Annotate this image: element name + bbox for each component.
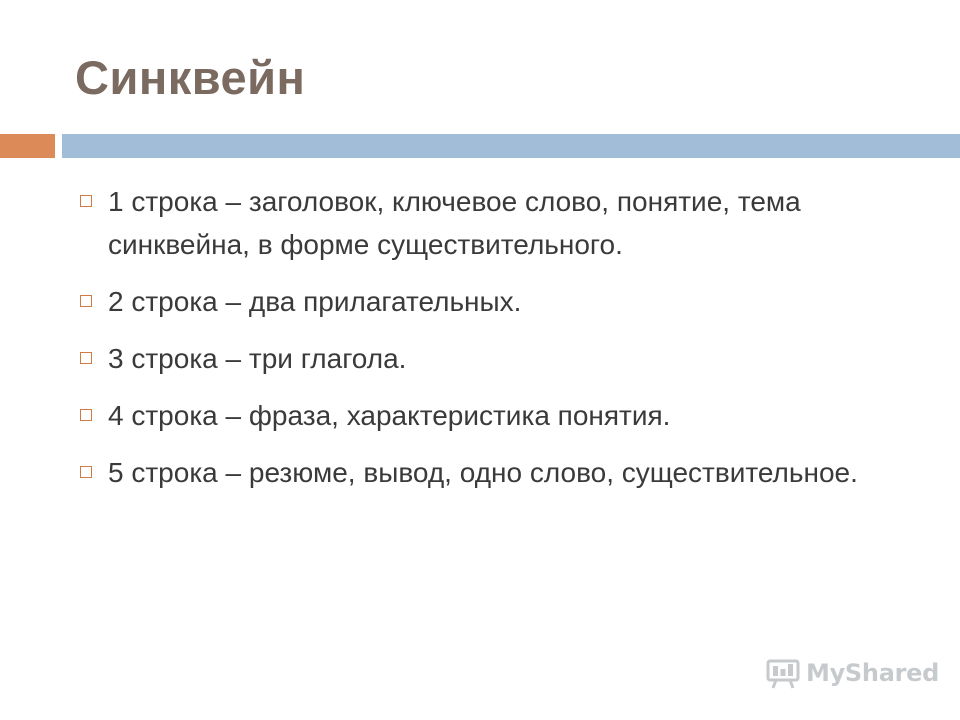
- bullet-item: [78, 180, 928, 266]
- bullet-text: 1 строка – заголовок, ключевое слово, понятие, тема синквейна, в форме существительного.: [108, 186, 801, 260]
- square-bullet-icon: [80, 195, 92, 207]
- bullet-item: [78, 451, 928, 494]
- bullet-item: [78, 337, 928, 380]
- watermark-text: MyShared: [806, 659, 939, 687]
- bullet-text: 2 строка – два прилагательных.: [108, 286, 522, 317]
- bullet-text: 5 строка – резюме, вывод, одно слово, существительное.: [108, 457, 858, 488]
- bullet-item: [78, 394, 928, 437]
- square-bullet-icon: [80, 466, 92, 478]
- square-bullet-icon: [80, 295, 92, 307]
- accent-bar-blue: [62, 134, 960, 158]
- bullet-text: 3 строка – три глагола.: [108, 343, 407, 374]
- bullet-list: [78, 180, 928, 508]
- square-bullet-icon: [80, 409, 92, 421]
- bullet-text: 4 строка – фраза, характеристика понятия.: [108, 400, 671, 431]
- square-bullet-icon: [80, 352, 92, 364]
- slide-title: Синквейн: [75, 51, 306, 104]
- bullet-item: [78, 280, 928, 323]
- watermark-logo: [766, 656, 939, 690]
- accent-bar-orange: [0, 134, 55, 158]
- presentation-board-icon: [766, 656, 800, 690]
